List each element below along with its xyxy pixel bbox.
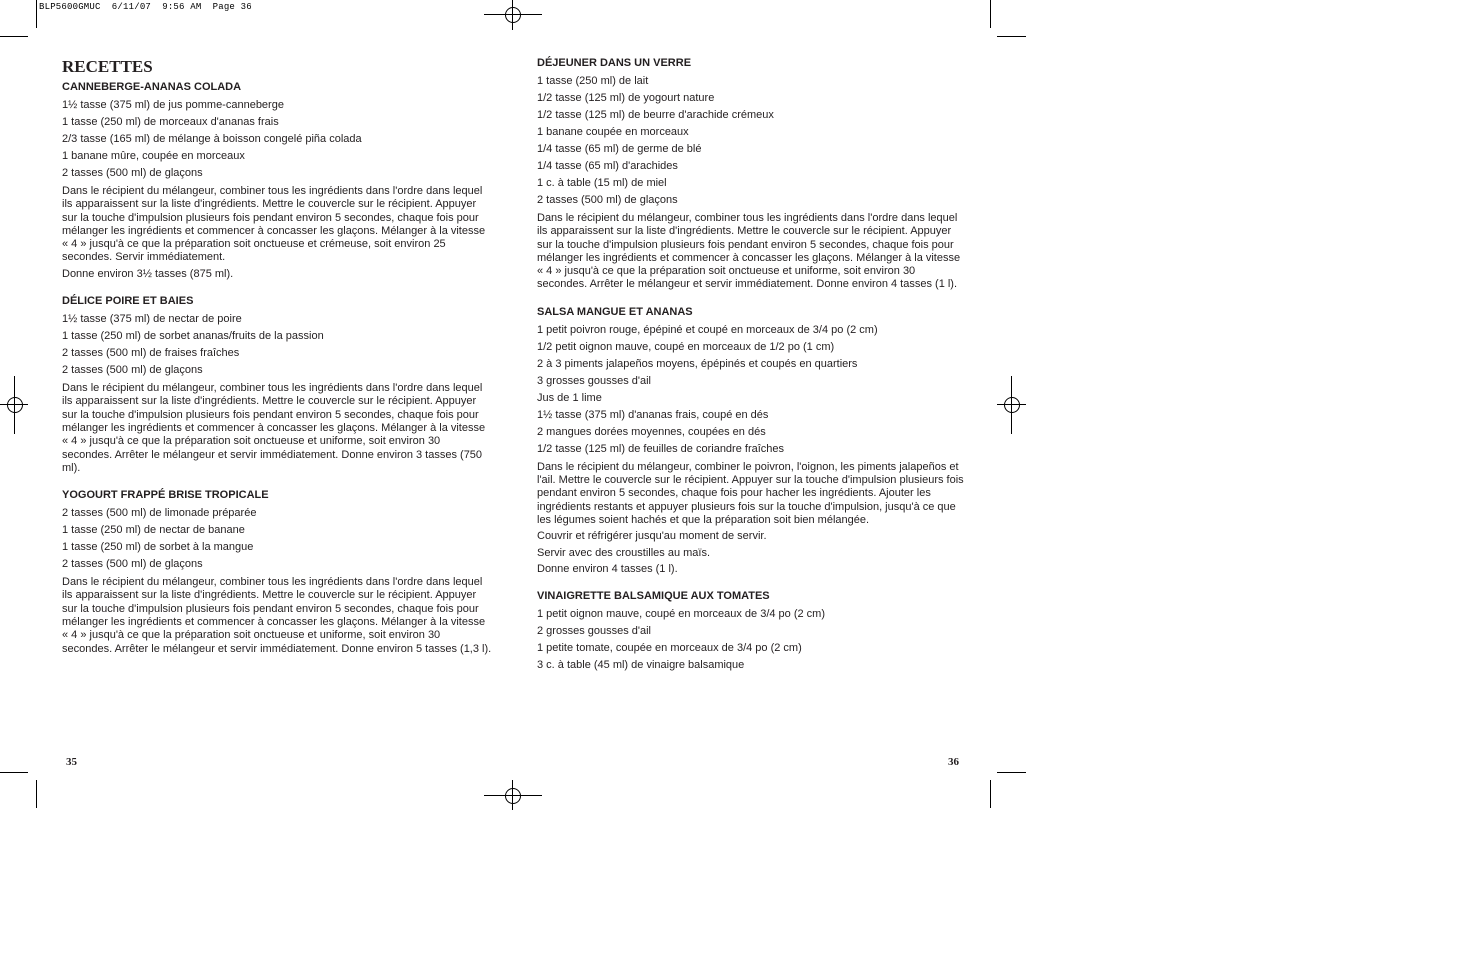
instruction-paragraph: Dans le récipient du mélangeur, combiner tous les ingrédients dans l'ordre dans lequel ils apparaissent sur la liste d'ingrédients. Mettre le couvercle sur le récipient. Appuyer sur la touche d'impulsion plusieurs fois pendant environ 5 secondes, chaque fois pour mélanger les ingrédients et commencer à concasser les glaçons. Mélanger à la vitesse « 4 » jusqu'à ce que la préparation soit onctueuse et uniforme, soit environ 30 secondes. Arrêter le mélangeur et servir immédiatement. Donne environ 4 tasses (1 l). bbox=[537, 212, 961, 291]
ingredient-line: 1 petit poivron rouge, épépiné et coupé en morceaux de 3/4 po (2 cm) bbox=[537, 323, 878, 336]
ingredient-line: 2 à 3 piments jalapeños moyens, épépinés et coupés en quartiers bbox=[537, 357, 858, 370]
crop-mark bbox=[36, 780, 37, 808]
right-page-column bbox=[537, 57, 967, 688]
recipe-title: VINAIGRETTE BALSAMIQUE AUX TOMATES bbox=[537, 590, 770, 603]
ingredient-line: 3 grosses gousses d'ail bbox=[537, 374, 651, 387]
ingredient-line: 1/2 petit oignon mauve, coupé en morceaux de 1/2 po (1 cm) bbox=[537, 340, 835, 353]
registration-mark bbox=[1004, 397, 1020, 413]
registration-mark bbox=[505, 788, 521, 804]
recipe bbox=[62, 81, 492, 281]
ingredient-line: 1 banane mûre, coupée en morceaux bbox=[62, 150, 245, 162]
crop-mark bbox=[997, 36, 1026, 37]
recipe-title: DÉLICE POIRE ET BAIES bbox=[62, 295, 194, 308]
crop-mark bbox=[0, 36, 28, 37]
crop-mark bbox=[36, 0, 37, 28]
recipe-list bbox=[62, 81, 492, 656]
ingredient-line: 1½ tasse (375 ml) de jus pomme-canneberge bbox=[62, 99, 284, 111]
crop-mark bbox=[990, 780, 991, 808]
ingredient-line: 2/3 tasse (165 ml) de mélange à boisson congelé piña colada bbox=[62, 133, 362, 145]
crop-mark bbox=[990, 0, 991, 28]
instruction-paragraph: Dans le récipient du mélangeur, combiner tous les ingrédients dans l'ordre dans lequel ils apparaissent sur la liste d'ingrédients. Mettre le couvercle sur le récipient. Appuyer sur la touche d'impulsion plusieurs fois pendant environ 5 secondes, chaque fois pour mélanger les ingrédients et commencer à concasser les glaçons. Mélanger à la vitesse « 4 » jusqu'à ce que la préparation soit onctueuse et uniforme, soit environ 30 secondes. Arrêter le mélangeur et servir immédiatement. Donne environ 3 tasses (750 ml). bbox=[62, 382, 486, 474]
ingredient-line: 1½ tasse (375 ml) de nectar de poire bbox=[62, 313, 242, 326]
registration-mark bbox=[505, 7, 521, 23]
ingredient-line: 1 petite tomate, coupée en morceaux de 3/4 po (2 cm) bbox=[537, 642, 802, 655]
ingredient-line: 2 tasses (500 ml) de glaçons bbox=[62, 364, 203, 377]
ingredient-line: 2 tasses (500 ml) de glaçons bbox=[62, 167, 203, 179]
recipe bbox=[62, 489, 492, 656]
instruction-paragraph: Donne environ 3½ tasses (875 ml). bbox=[62, 267, 234, 280]
ingredient-line: 1/4 tasse (65 ml) d'arachides bbox=[537, 160, 678, 172]
ingredient-line: 1 tasse (250 ml) de sorbet à la mangue bbox=[62, 541, 254, 554]
ingredient-line: 1/2 tasse (125 ml) de yogourt nature bbox=[537, 92, 715, 104]
recipe bbox=[537, 590, 967, 674]
ingredient-line: 1 tasse (250 ml) de lait bbox=[537, 75, 649, 87]
instruction-paragraph: Dans le récipient du mélangeur, combiner tous les ingrédients dans l'ordre dans lequel ils apparaissent sur la liste d'ingrédients. Mettre le couvercle sur le récipient. Appuyer sur la touche d'impulsion plusieurs fois pendant environ 5 secondes, chaque fois pour mélanger les ingrédients et commencer à concasser les glaçons. Mélanger à la vitesse « 4 » jusqu'à ce que la préparation soit onctueuse et uniforme, soit environ 30 secondes. Arrêter le mélangeur et servir immédiatement. Donne environ 5 tasses (1,3 l). bbox=[62, 576, 492, 655]
ingredient-line: 1 banane coupée en morceaux bbox=[537, 126, 689, 138]
ingredient-line: 2 tasses (500 ml) de glaçons bbox=[537, 194, 678, 206]
ingredient-line: 1 tasse (250 ml) de morceaux d'ananas frais bbox=[62, 116, 279, 128]
recipe bbox=[62, 295, 492, 475]
recipe bbox=[537, 306, 967, 576]
recipe-title: SALSA MANGUE ET ANANAS bbox=[537, 305, 693, 318]
recipe-title: YOGOURT FRAPPÉ BRISE TROPICALE bbox=[62, 489, 269, 502]
page-number-left: 35 bbox=[66, 756, 77, 768]
ingredient-line: 2 mangues dorées moyennes, coupées en dés bbox=[537, 425, 766, 438]
recipe-title: CANNEBERGE-ANANAS COLADA bbox=[62, 81, 242, 93]
ingredient-line: 1/2 tasse (125 ml) de feuilles de coriandre fraîches bbox=[537, 442, 785, 455]
crop-mark bbox=[997, 772, 1026, 773]
ingredient-line: 1/4 tasse (65 ml) de germe de blé bbox=[537, 143, 702, 155]
instruction-paragraph: Couvrir et réfrigérer jusqu'au moment de servir. bbox=[537, 530, 767, 543]
instruction-paragraph: Donne environ 4 tasses (1 l). bbox=[537, 562, 678, 575]
recipe-title: DÉJEUNER DANS UN VERRE bbox=[537, 57, 692, 69]
print-slug: BLP5600GMUC 6/11/07 9:56 AM Page 36 bbox=[39, 2, 252, 12]
ingredient-line: 2 grosses gousses d'ail bbox=[537, 625, 651, 638]
ingredient-line: 3 c. à table (45 ml) de vinaigre balsamique bbox=[537, 659, 745, 672]
ingredient-line: 2 tasses (500 ml) de fraises fraîches bbox=[62, 347, 240, 360]
page-number-right: 36 bbox=[948, 756, 959, 768]
crop-mark bbox=[0, 772, 28, 773]
ingredient-line: 1 petit oignon mauve, coupé en morceaux de 3/4 po (2 cm) bbox=[537, 608, 826, 621]
ingredient-line: 1 tasse (250 ml) de nectar de banane bbox=[62, 524, 245, 537]
ingredient-line: 1 c. à table (15 ml) de miel bbox=[537, 177, 667, 189]
registration-mark bbox=[7, 397, 23, 413]
page-title: RECETTES bbox=[62, 57, 153, 76]
ingredient-line: 1 tasse (250 ml) de sorbet ananas/fruits de la passion bbox=[62, 330, 324, 343]
ingredient-line: 2 tasses (500 ml) de glaçons bbox=[62, 558, 203, 571]
ingredient-line: 1/2 tasse (125 ml) de beurre d'arachide crémeux bbox=[537, 109, 774, 121]
ingredient-line: 2 tasses (500 ml) de limonade préparée bbox=[62, 507, 257, 520]
recipe-list bbox=[537, 57, 967, 674]
instruction-paragraph: Dans le récipient du mélangeur, combiner tous les ingrédients dans l'ordre dans lequel ils apparaissent sur la liste d'ingrédients. Mettre le couvercle sur le récipient. Appuyer sur la touche d'impulsion plusieurs fois pendant environ 5 secondes, chaque fois pour mélanger les ingrédients et commencer à concasser les glaçons. Mélanger à la vitesse « 4 » jusqu'à ce que la préparation soit onctueuse et crémeuse, soit environ 25 secondes. Servir immédiatement. bbox=[62, 185, 486, 264]
instruction-paragraph: Servir avec des croustilles au maïs. bbox=[537, 546, 711, 559]
left-page-column bbox=[62, 57, 492, 670]
ingredient-line: 1½ tasse (375 ml) d'ananas frais, coupé en dés bbox=[537, 408, 769, 421]
recipe bbox=[537, 57, 967, 292]
instruction-paragraph: Dans le récipient du mélangeur, combiner le poivron, l'oignon, les piments jalapeños et l'ail. Mettre le couvercle sur le récipient. Appuyer sur la touche d'impulsion plusieurs fois pendant environ 5 secondes, chaque fois pour hacher les ingrédients. Ajouter les ingrédients restants et appuyer plusieurs fois sur la touche d'impulsion, jusqu'à ce que les légumes soient hachés et que la préparation soit bien mélangée. bbox=[537, 460, 964, 526]
ingredient-line: Jus de 1 lime bbox=[537, 391, 602, 404]
